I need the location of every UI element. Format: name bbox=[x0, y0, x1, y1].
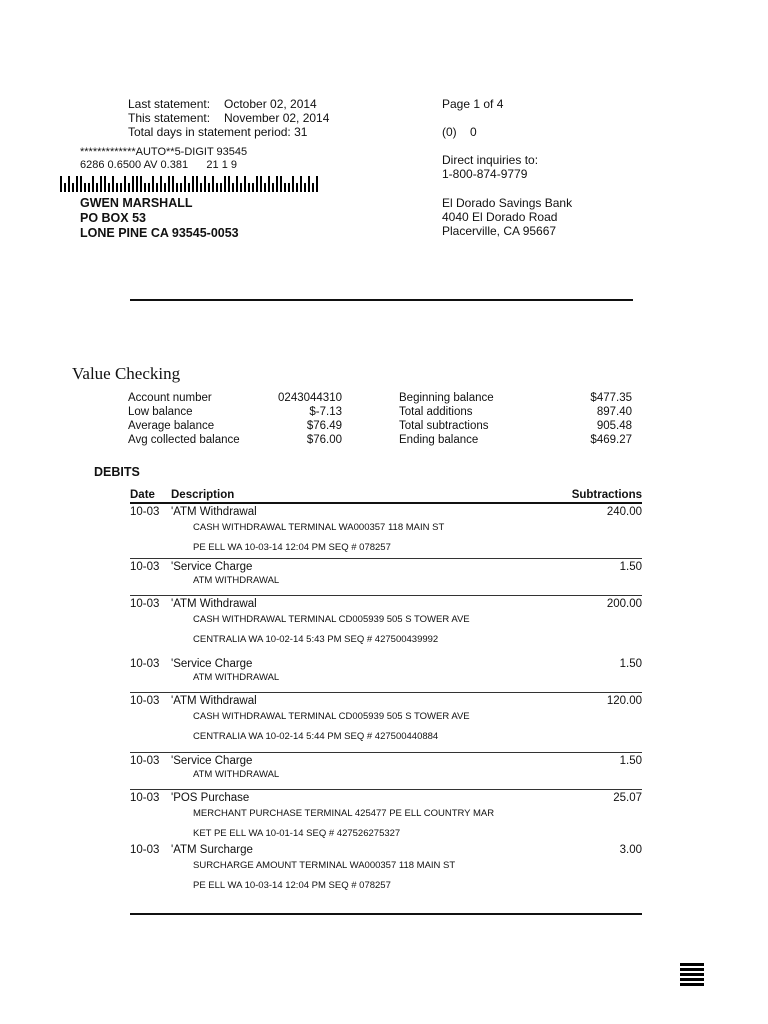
row-date: 10-03 bbox=[130, 598, 160, 610]
row-summary bbox=[130, 792, 642, 804]
row-date: 10-03 bbox=[130, 755, 160, 767]
table-row bbox=[130, 753, 642, 790]
customer-address-1: PO BOX 53 bbox=[80, 211, 146, 225]
inquiries-label: Direct inquiries to: bbox=[442, 153, 539, 167]
row-details bbox=[193, 573, 642, 588]
amount-column-header: Subtractions bbox=[571, 489, 642, 501]
row-date: 10-03 bbox=[130, 561, 160, 573]
row-date: 10-03 bbox=[130, 792, 160, 804]
row-detail-line: ATM WITHDRAWAL bbox=[193, 672, 280, 683]
customer-address bbox=[80, 196, 239, 241]
summary-label: Account number bbox=[128, 392, 212, 404]
row-amount: 3.00 bbox=[619, 844, 642, 856]
table-row bbox=[130, 559, 642, 596]
summary-label: Beginning balance bbox=[399, 392, 494, 404]
bank-name: El Dorado Savings Bank bbox=[442, 196, 573, 210]
table-end-divider bbox=[130, 913, 642, 915]
statement-dates bbox=[128, 97, 329, 139]
row-detail-line: KET PE ELL WA 10-01-14 SEQ # 427526275327 bbox=[193, 828, 401, 839]
summary-value: $477.35 bbox=[590, 392, 632, 404]
row-detail-line: CENTRALIA WA 10-02-14 5:44 PM SEQ # 427500440884 bbox=[193, 731, 439, 742]
table-row bbox=[130, 842, 642, 897]
summary-value: 897.40 bbox=[596, 406, 632, 418]
statement-info bbox=[442, 97, 538, 181]
code-line: (0) 0 bbox=[442, 125, 477, 139]
debits-title: DEBITS bbox=[94, 465, 140, 479]
row-details bbox=[193, 804, 642, 844]
summary-label: Total additions bbox=[399, 406, 473, 418]
row-description: 'Service Charge bbox=[171, 658, 253, 670]
date-column-header: Date bbox=[130, 489, 155, 501]
row-details bbox=[193, 767, 642, 782]
table-row bbox=[130, 656, 642, 693]
mailing-line-2: 6286 0.6500 AV 0.381 21 1 9 bbox=[80, 159, 237, 171]
row-amount: 1.50 bbox=[619, 658, 642, 670]
summary-label: Avg collected balance bbox=[128, 434, 240, 446]
summary-row bbox=[399, 391, 632, 405]
last-statement-label: Last statement: bbox=[128, 97, 211, 111]
summary-value: $469.27 bbox=[590, 434, 632, 446]
row-description: 'ATM Surcharge bbox=[171, 844, 253, 856]
row-details bbox=[193, 610, 642, 650]
row-description: 'Service Charge bbox=[171, 561, 253, 573]
row-description: 'ATM Withdrawal bbox=[171, 695, 257, 707]
account-summary-right bbox=[399, 391, 632, 447]
row-detail-line: CASH WITHDRAWAL TERMINAL WA000357 118 MAIN ST bbox=[193, 522, 445, 533]
row-amount: 240.00 bbox=[606, 506, 642, 518]
table-row bbox=[130, 504, 642, 559]
customer-name: GWEN MARSHALL bbox=[80, 196, 193, 210]
summary-row bbox=[399, 405, 632, 419]
this-statement-value: November 02, 2014 bbox=[224, 111, 330, 125]
row-detail-line: CASH WITHDRAWAL TERMINAL CD005939 505 S TOWER AVE bbox=[193, 614, 470, 625]
row-amount: 200.00 bbox=[606, 598, 642, 610]
row-summary bbox=[130, 561, 642, 573]
summary-label: Ending balance bbox=[399, 434, 479, 446]
row-amount: 120.00 bbox=[606, 695, 642, 707]
summary-value: $-7.13 bbox=[309, 406, 342, 418]
row-detail-line: ATM WITHDRAWAL bbox=[193, 769, 280, 780]
last-statement-value: October 02, 2014 bbox=[224, 97, 317, 111]
row-details bbox=[193, 670, 642, 685]
row-description: 'ATM Withdrawal bbox=[171, 598, 257, 610]
row-detail-line: ATM WITHDRAWAL bbox=[193, 575, 280, 586]
row-summary bbox=[130, 695, 642, 707]
debits-header-row bbox=[130, 489, 642, 504]
summary-row bbox=[128, 405, 342, 419]
row-summary bbox=[130, 598, 642, 610]
table-row bbox=[130, 693, 642, 753]
table-row bbox=[130, 790, 642, 842]
row-description: 'ATM Withdrawal bbox=[171, 506, 257, 518]
inquiries-phone: 1-800-874-9779 bbox=[442, 167, 528, 181]
datamatrix-code bbox=[680, 962, 704, 986]
row-detail-line: CASH WITHDRAWAL TERMINAL CD005939 505 S TOWER AVE bbox=[193, 711, 470, 722]
bank-city: Placerville, CA 95667 bbox=[442, 224, 557, 238]
summary-label: Low balance bbox=[128, 406, 193, 418]
bank-address bbox=[442, 196, 572, 238]
header-divider bbox=[130, 299, 633, 301]
summary-value: $76.49 bbox=[306, 420, 342, 432]
row-description: 'POS Purchase bbox=[171, 792, 250, 804]
summary-value: $76.00 bbox=[306, 434, 342, 446]
row-description: 'Service Charge bbox=[171, 755, 253, 767]
last-statement-row bbox=[128, 97, 329, 111]
row-detail-line: PE ELL WA 10-03-14 12:04 PM SEQ # 078257 bbox=[193, 542, 391, 553]
row-detail-line: PE ELL WA 10-03-14 12:04 PM SEQ # 078257 bbox=[193, 880, 391, 891]
bank-street: 4040 El Dorado Road bbox=[442, 210, 558, 224]
row-detail-line: SURCHARGE AMOUNT TERMINAL WA000357 118 MAIN ST bbox=[193, 860, 456, 871]
mailing-line-1: *************AUTO**5-DIGIT 93545 bbox=[80, 146, 248, 158]
summary-label: Total subtractions bbox=[399, 420, 489, 432]
description-column-header: Description bbox=[171, 489, 235, 501]
this-statement-label: This statement: bbox=[128, 111, 211, 125]
row-date: 10-03 bbox=[130, 695, 160, 707]
row-detail-line: CENTRALIA WA 10-02-14 5:43 PM SEQ # 427500439992 bbox=[193, 634, 439, 645]
row-summary bbox=[130, 506, 642, 518]
summary-row bbox=[128, 433, 342, 447]
row-amount: 25.07 bbox=[613, 792, 642, 804]
summary-row bbox=[128, 419, 342, 433]
summary-row bbox=[399, 433, 632, 447]
row-amount: 1.50 bbox=[619, 755, 642, 767]
summary-row bbox=[399, 419, 632, 433]
row-date: 10-03 bbox=[130, 506, 160, 518]
row-details bbox=[193, 707, 642, 747]
row-date: 10-03 bbox=[130, 844, 160, 856]
this-statement-row bbox=[128, 111, 329, 125]
row-details bbox=[193, 518, 642, 558]
customer-address-2: LONE PINE CA 93545-0053 bbox=[80, 226, 239, 240]
account-summary-left bbox=[128, 391, 342, 447]
summary-value: 0243044310 bbox=[278, 392, 342, 404]
row-summary bbox=[130, 844, 642, 856]
table-row bbox=[130, 596, 642, 656]
postal-barcode bbox=[60, 176, 320, 192]
debits-table bbox=[130, 489, 642, 897]
row-date: 10-03 bbox=[130, 658, 160, 670]
page-number: Page 1 of 4 bbox=[442, 97, 504, 111]
account-title: Value Checking bbox=[72, 364, 181, 383]
total-days: Total days in statement period: 31 bbox=[128, 125, 308, 139]
row-details bbox=[193, 856, 642, 896]
row-summary bbox=[130, 755, 642, 767]
debits-body bbox=[130, 504, 642, 897]
row-amount: 1.50 bbox=[619, 561, 642, 573]
row-summary bbox=[130, 658, 642, 670]
summary-row bbox=[128, 391, 342, 405]
row-detail-line: MERCHANT PURCHASE TERMINAL 425477 PE ELL COUNTRY MAR bbox=[193, 808, 495, 819]
summary-value: 905.48 bbox=[596, 420, 632, 432]
mailing-codes bbox=[80, 146, 247, 172]
summary-label: Average balance bbox=[128, 420, 215, 432]
